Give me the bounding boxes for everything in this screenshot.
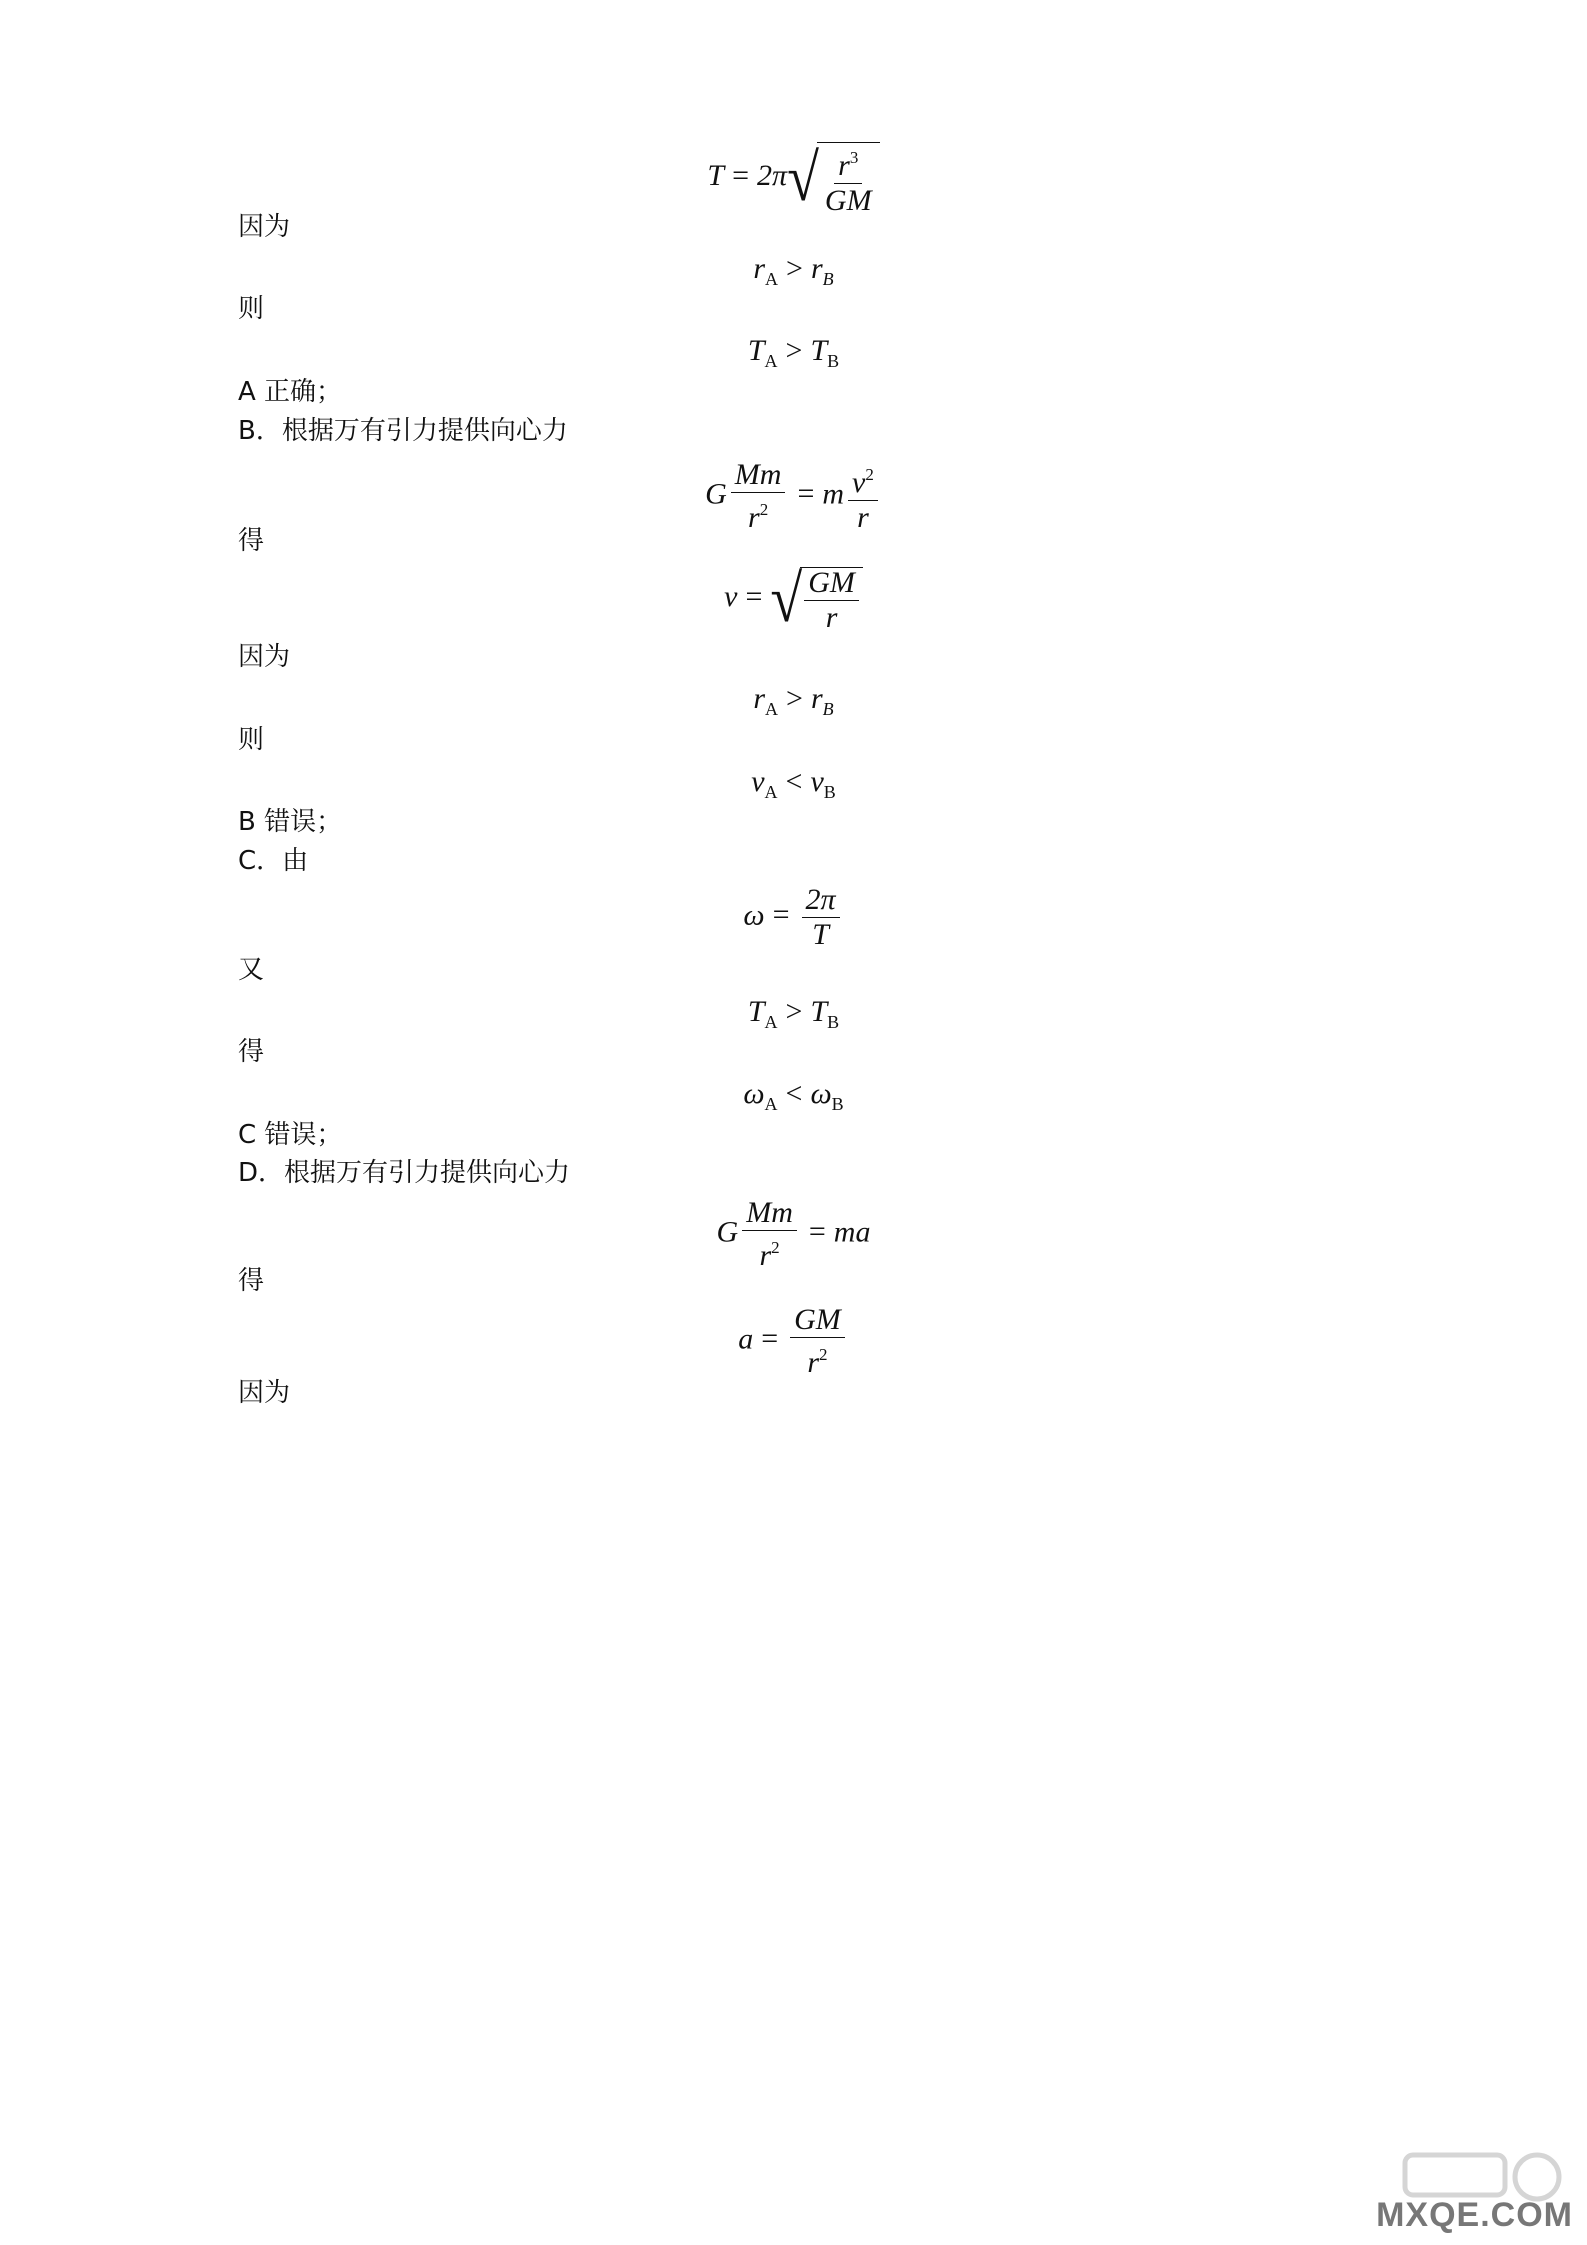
formula-accel: a = $\frac{GM}{r^2}$ — [0, 1305, 1587, 1378]
text-line: 得 — [238, 526, 265, 556]
watermark-text: MXQE.COM — [1376, 2196, 1573, 2234]
text-line: A 正确； — [238, 377, 343, 407]
formula-va-lt-vb: $v_A < v_B$ — [751, 765, 836, 802]
formula-period: T = 2π √ $\frac{r^3}{GM}$ — [0, 140, 1587, 216]
formula-ra-gt-rb: $r_A > r_B$ — [753, 252, 834, 289]
text-line: 得 — [238, 1266, 265, 1296]
text-line: 则 — [238, 725, 265, 755]
formula-gravity-velocity: G $\frac{Mm}{r^2}$ = m $\frac{v^2}{r}$ — [0, 460, 1587, 533]
text-line: 因为 — [238, 212, 291, 242]
text-line: B．根据万有引力提供向心力 — [238, 416, 568, 446]
text-line: 又 — [238, 955, 265, 985]
formula-omega: ω = $\frac{2\pi}{T}$ — [0, 885, 1587, 950]
formula-ta-gt-tb-2: $T_A > T_B$ — [747, 995, 840, 1032]
text-line: 则 — [238, 294, 265, 324]
formula-ta-gt-tb: $T_A > T_B$ — [747, 334, 840, 371]
text-line: 因为 — [238, 642, 291, 672]
formula-velocity: v = √ $\frac{GM}{r}$ — [0, 565, 1587, 633]
text-line: C 错误； — [238, 1120, 343, 1150]
text-line: C．由 — [238, 846, 309, 876]
text-line: D．根据万有引力提供向心力 — [238, 1158, 571, 1188]
text-line: 因为 — [238, 1378, 291, 1408]
formula-ra-gt-rb-2: $r_A > r_B$ — [753, 682, 834, 719]
text-line: B 错误； — [238, 807, 343, 837]
formula-gravity-accel: G $\frac{Mm}{r^2}$ = ma — [716, 1196, 871, 1272]
text-line: 得 — [238, 1037, 265, 1067]
formula-omega-a-lt-b: $\omega_A < \omega_B$ — [743, 1077, 844, 1114]
